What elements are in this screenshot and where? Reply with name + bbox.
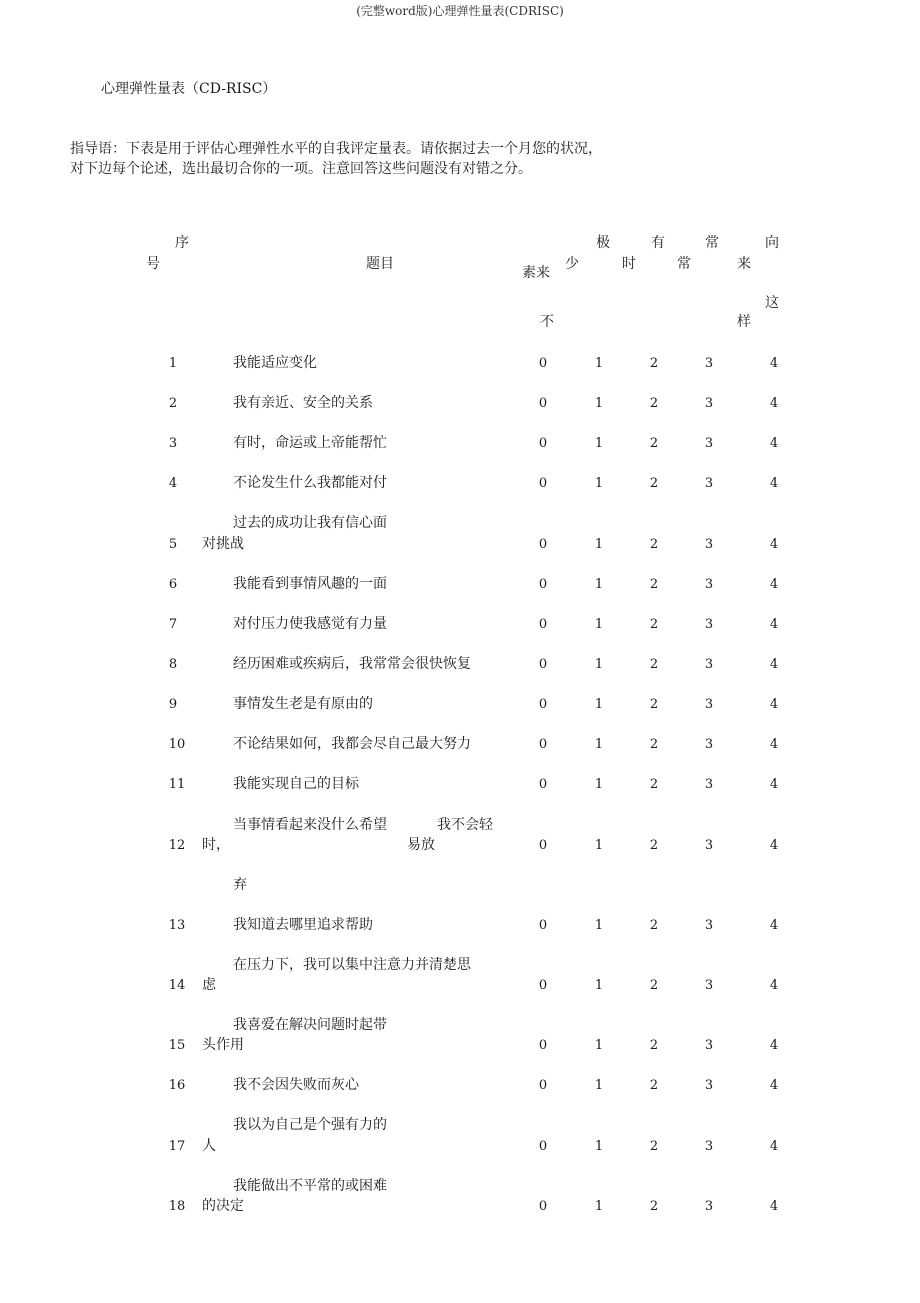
column-header-often-part2: 常 — [677, 256, 691, 272]
item-number: 13 — [168, 918, 186, 933]
score-option[interactable]: 3 — [704, 577, 714, 592]
score-option[interactable]: 4 — [769, 476, 779, 491]
document-header-title: (完整word版)心理弹性量表(CDRISC) — [356, 4, 564, 18]
score-option[interactable]: 1 — [594, 1038, 604, 1053]
score-option[interactable]: 2 — [649, 436, 659, 451]
score-option[interactable]: 3 — [704, 537, 714, 552]
item-number: 4 — [168, 476, 178, 491]
item-number: 18 — [168, 1199, 186, 1214]
score-option[interactable]: 0 — [538, 697, 548, 712]
score-option[interactable]: 1 — [594, 697, 604, 712]
item-text: 我不会因失败而灰心 — [233, 1077, 359, 1093]
score-option[interactable]: 1 — [594, 737, 604, 752]
item-text-line1: 我喜爱在解决问题时起带 — [233, 1017, 387, 1033]
column-header-item: 题目 — [366, 256, 394, 272]
item-text-line2a: 时， — [202, 837, 230, 853]
score-option[interactable]: 4 — [769, 737, 779, 752]
item-text: 不论发生什么我都能对付 — [233, 475, 387, 491]
score-option[interactable]: 0 — [538, 396, 548, 411]
item-number: 17 — [168, 1139, 186, 1154]
score-option[interactable]: 2 — [649, 697, 659, 712]
score-option[interactable]: 1 — [594, 1199, 604, 1214]
item-text-line1: 我以为自己是个强有力的 — [233, 1117, 387, 1133]
item-number: 1 — [168, 356, 178, 371]
score-option[interactable]: 3 — [704, 396, 714, 411]
score-option[interactable]: 1 — [594, 577, 604, 592]
score-option[interactable]: 1 — [594, 1139, 604, 1154]
score-option[interactable]: 0 — [538, 737, 548, 752]
score-option[interactable]: 1 — [594, 838, 604, 853]
score-option[interactable]: 2 — [649, 777, 659, 792]
item-number: 15 — [168, 1038, 186, 1053]
score-option[interactable]: 4 — [769, 436, 779, 451]
score-option[interactable]: 3 — [704, 737, 714, 752]
score-option[interactable]: 4 — [769, 777, 779, 792]
item-text: 我能实现自己的目标 — [233, 776, 359, 792]
column-header-number-part2: 号 — [146, 256, 160, 272]
item-text-line1a: 当事情看起来没什么希望 — [233, 817, 387, 833]
score-option[interactable]: 3 — [704, 1038, 714, 1053]
item-text: 事情发生老是有原由的 — [233, 696, 373, 712]
score-option[interactable]: 4 — [769, 918, 779, 933]
score-option[interactable]: 2 — [649, 1139, 659, 1154]
score-option[interactable]: 2 — [649, 396, 659, 411]
score-option[interactable]: 3 — [704, 697, 714, 712]
item-text: 不论结果如何，我都会尽自己最大努力 — [233, 736, 471, 752]
score-option[interactable]: 1 — [594, 657, 604, 672]
item-text-line3: 弃 — [233, 877, 247, 893]
score-option[interactable]: 4 — [769, 978, 779, 993]
item-number: 8 — [168, 657, 178, 672]
item-number: 11 — [168, 777, 186, 792]
score-option[interactable]: 0 — [538, 657, 548, 672]
score-option[interactable]: 2 — [649, 476, 659, 491]
item-text: 有时，命运或上帝能帮忙 — [233, 435, 387, 451]
score-option[interactable]: 3 — [704, 476, 714, 491]
item-text: 我有亲近、安全的关系 — [233, 395, 373, 411]
score-option[interactable]: 3 — [704, 1139, 714, 1154]
score-option[interactable]: 0 — [538, 1078, 548, 1093]
column-header-never-part1: 素来 — [522, 265, 550, 281]
item-number: 7 — [168, 617, 178, 632]
column-header-truncated-part1: 向 — [765, 235, 779, 251]
score-option[interactable]: 3 — [704, 657, 714, 672]
item-text-line2: 人 — [202, 1138, 216, 1154]
score-option[interactable]: 3 — [704, 978, 714, 993]
score-option[interactable]: 0 — [538, 1038, 548, 1053]
score-option[interactable]: 4 — [769, 396, 779, 411]
column-header-number-part1: 序 — [175, 235, 189, 251]
score-option[interactable]: 2 — [649, 1199, 659, 1214]
item-number: 2 — [168, 396, 178, 411]
score-option[interactable]: 4 — [769, 838, 779, 853]
item-text-line2b: 易放 — [407, 837, 435, 853]
item-number: 5 — [168, 537, 178, 552]
score-option[interactable]: 4 — [769, 1078, 779, 1093]
score-option[interactable]: 2 — [649, 1038, 659, 1053]
column-header-sometimes-part1: 极 — [596, 235, 610, 251]
score-option[interactable]: 2 — [649, 617, 659, 632]
item-text-line1: 在压力下，我可以集中注意力并清楚思 — [233, 957, 471, 973]
score-option[interactable]: 0 — [538, 978, 548, 993]
score-option[interactable]: 1 — [594, 396, 604, 411]
column-header-truncated-part2: 这 — [765, 295, 779, 311]
item-number: 16 — [168, 1078, 186, 1093]
item-number: 3 — [168, 436, 178, 451]
score-option[interactable]: 0 — [538, 617, 548, 632]
item-number: 10 — [168, 737, 186, 752]
score-option[interactable]: 1 — [594, 356, 604, 371]
score-option[interactable]: 4 — [769, 697, 779, 712]
score-option[interactable]: 3 — [704, 1199, 714, 1214]
score-option[interactable]: 2 — [649, 537, 659, 552]
score-option[interactable]: 1 — [594, 777, 604, 792]
item-text-line2: 对挑战 — [202, 536, 244, 552]
score-option[interactable]: 0 — [538, 838, 548, 853]
instructions-line-2: 对下边每个论述，选出最切合你的一项。注意回答这些问题没有对错之分。 — [70, 161, 532, 177]
score-option[interactable]: 2 — [649, 356, 659, 371]
score-option[interactable]: 0 — [538, 577, 548, 592]
score-option[interactable]: 4 — [769, 537, 779, 552]
item-text: 经历困难或疾病后，我常常会很快恢复 — [233, 656, 471, 672]
item-text-line1: 过去的成功让我有信心面 — [233, 515, 387, 531]
score-option[interactable]: 3 — [704, 356, 714, 371]
score-option[interactable]: 0 — [538, 918, 548, 933]
score-option[interactable]: 0 — [538, 777, 548, 792]
score-option[interactable]: 3 — [704, 918, 714, 933]
score-option[interactable]: 2 — [649, 838, 659, 853]
item-number: 9 — [168, 697, 178, 712]
column-header-often-part1: 有 — [651, 235, 665, 251]
column-header-always-part2: 来 — [737, 256, 751, 272]
score-option[interactable]: 1 — [594, 978, 604, 993]
score-option[interactable]: 0 — [538, 1199, 548, 1214]
column-header-always-part1: 常 — [705, 235, 719, 251]
score-option[interactable]: 1 — [594, 617, 604, 632]
score-option[interactable]: 1 — [594, 436, 604, 451]
score-option[interactable]: 3 — [704, 1078, 714, 1093]
item-text: 对付压力使我感觉有力量 — [233, 616, 387, 632]
score-option[interactable]: 2 — [649, 577, 659, 592]
item-number: 14 — [168, 978, 186, 993]
item-text-line2: 的决定 — [202, 1198, 244, 1214]
score-option[interactable]: 3 — [704, 617, 714, 632]
score-option[interactable]: 4 — [769, 657, 779, 672]
column-header-always-part3: 样 — [737, 314, 751, 330]
score-option[interactable]: 1 — [594, 537, 604, 552]
column-header-rarely: 少 — [565, 256, 579, 272]
score-option[interactable]: 0 — [538, 356, 548, 371]
column-header-sometimes-part2: 时 — [622, 256, 636, 272]
item-text-line1: 我能做出不平常的或困难 — [233, 1178, 387, 1194]
score-option[interactable]: 4 — [769, 1038, 779, 1053]
item-text: 我能适应变化 — [233, 355, 317, 371]
score-option[interactable]: 0 — [538, 476, 548, 491]
scale-title: 心理弹性量表（CD-RISC） — [101, 81, 277, 97]
item-text-line2: 头作用 — [202, 1037, 244, 1053]
item-text: 我知道去哪里追求帮助 — [233, 917, 373, 933]
score-option[interactable]: 4 — [769, 356, 779, 371]
score-option[interactable]: 4 — [769, 617, 779, 632]
score-option[interactable]: 0 — [538, 1139, 548, 1154]
score-option[interactable]: 3 — [704, 436, 714, 451]
score-option[interactable]: 2 — [649, 918, 659, 933]
score-option[interactable]: 2 — [649, 1078, 659, 1093]
item-number: 12 — [168, 838, 186, 853]
score-option[interactable]: 1 — [594, 918, 604, 933]
column-header-never-part2: 不 — [540, 314, 554, 330]
item-number: 6 — [168, 577, 178, 592]
item-text-line1b: 我不会轻 — [437, 817, 493, 833]
item-text-line2: 虑 — [202, 977, 216, 993]
score-option[interactable]: 3 — [704, 838, 714, 853]
score-option[interactable]: 4 — [769, 1199, 779, 1214]
score-option[interactable]: 1 — [594, 1078, 604, 1093]
instructions-line-1: 指导语：下表是用于评估心理弹性水平的自我评定量表。请依据过去一个月您的状况， — [70, 141, 602, 157]
score-option[interactable]: 0 — [538, 436, 548, 451]
score-option[interactable]: 3 — [704, 777, 714, 792]
score-option[interactable]: 2 — [649, 978, 659, 993]
score-option[interactable]: 0 — [538, 537, 548, 552]
score-option[interactable]: 1 — [594, 476, 604, 491]
score-option[interactable]: 4 — [769, 1139, 779, 1154]
item-text: 我能看到事情风趣的一面 — [233, 576, 387, 592]
score-option[interactable]: 2 — [649, 657, 659, 672]
score-option[interactable]: 2 — [649, 737, 659, 752]
score-option[interactable]: 4 — [769, 577, 779, 592]
